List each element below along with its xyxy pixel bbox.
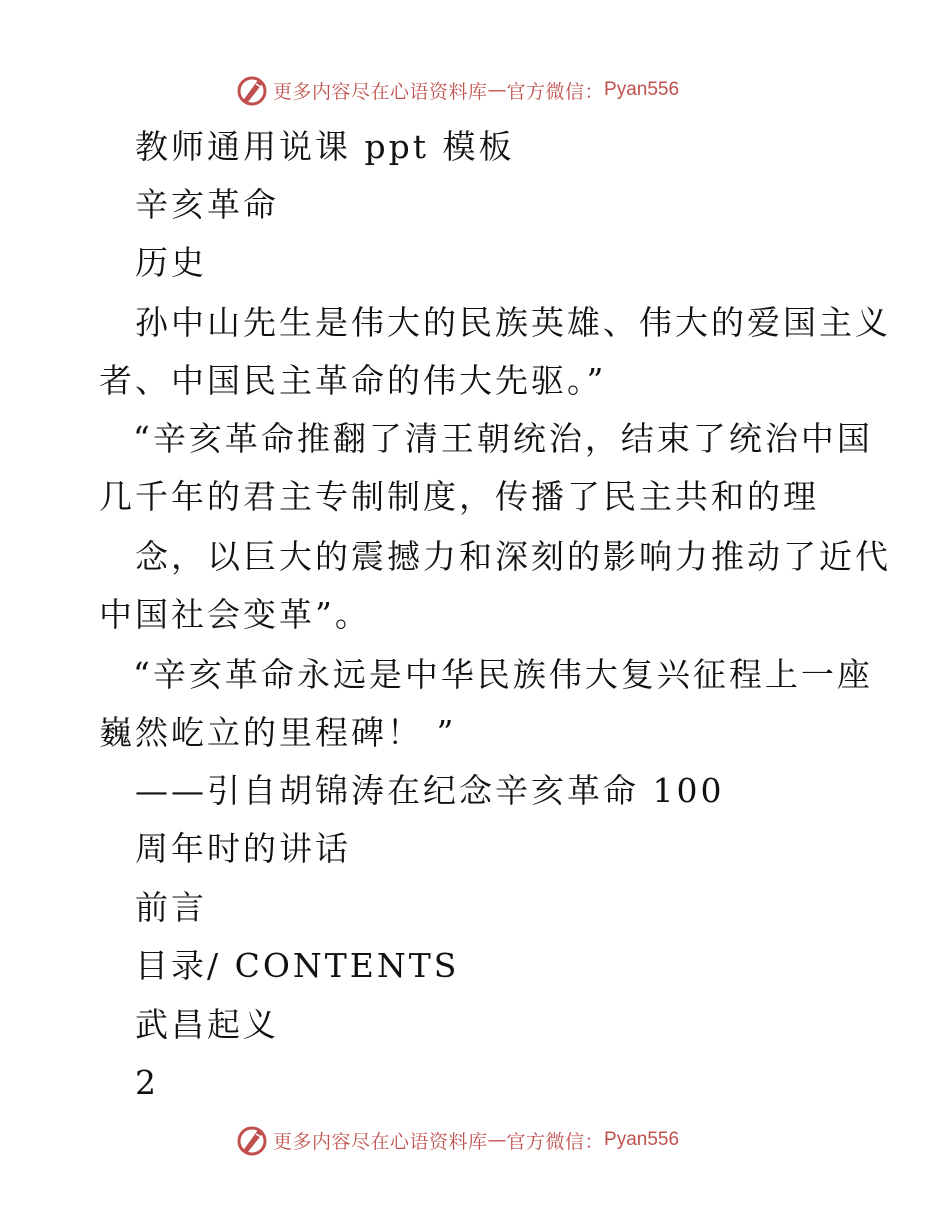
doc-line: 前言	[135, 888, 207, 927]
doc-line: 中国社会变革”。	[99, 595, 371, 634]
footer-banner	[236, 1124, 679, 1156]
banner-text: 更多内容尽在心语资料库	[273, 80, 488, 103]
doc-line: 历史	[135, 243, 207, 282]
doc-line: 教师通用说课 ppt 模板	[135, 127, 515, 166]
doc-line: 周年时的讲话	[135, 829, 351, 868]
doc-line: 辛亥革命	[135, 185, 279, 224]
doc-line: ——引自胡锦涛在纪念辛亥革命 100	[135, 771, 725, 810]
doc-line: “辛亥革命推翻了清王朝统治，结束了统治中国	[133, 419, 873, 458]
banner-wechat-label: 官方微信：	[506, 1130, 605, 1153]
quill-pen-logo-icon	[236, 1124, 268, 1156]
doc-line: 几千年的君主专制制度，传播了民主共和的理	[99, 477, 819, 516]
banner-wechat-label: 官方微信：	[506, 80, 605, 103]
doc-line: 武昌起义	[135, 1005, 279, 1044]
doc-line: 目录/ CONTENTS	[135, 946, 460, 985]
banner-text: 更多内容尽在心语资料库	[273, 1130, 488, 1153]
banner-wechat-id: Pyan556	[604, 79, 680, 100]
banner-dash: —	[487, 79, 507, 101]
quill-pen-logo-icon	[236, 74, 268, 106]
doc-line: 念，以巨大的震撼力和深刻的影响力推动了近代	[135, 537, 891, 576]
doc-line: 巍然屹立的里程碑！ ”	[99, 713, 457, 752]
header-banner	[236, 74, 679, 106]
doc-line: 2	[135, 1063, 159, 1102]
banner-wechat-id: Pyan556	[604, 1129, 680, 1150]
banner-dash: —	[487, 1129, 507, 1151]
doc-line: 者、中国民主革命的伟大先驱。”	[99, 361, 607, 400]
doc-line: 孙中山先生是伟大的民族英雄、伟大的爱国主义	[135, 303, 891, 342]
doc-line: “辛亥革命永远是中华民族伟大复兴征程上一座	[133, 655, 873, 694]
